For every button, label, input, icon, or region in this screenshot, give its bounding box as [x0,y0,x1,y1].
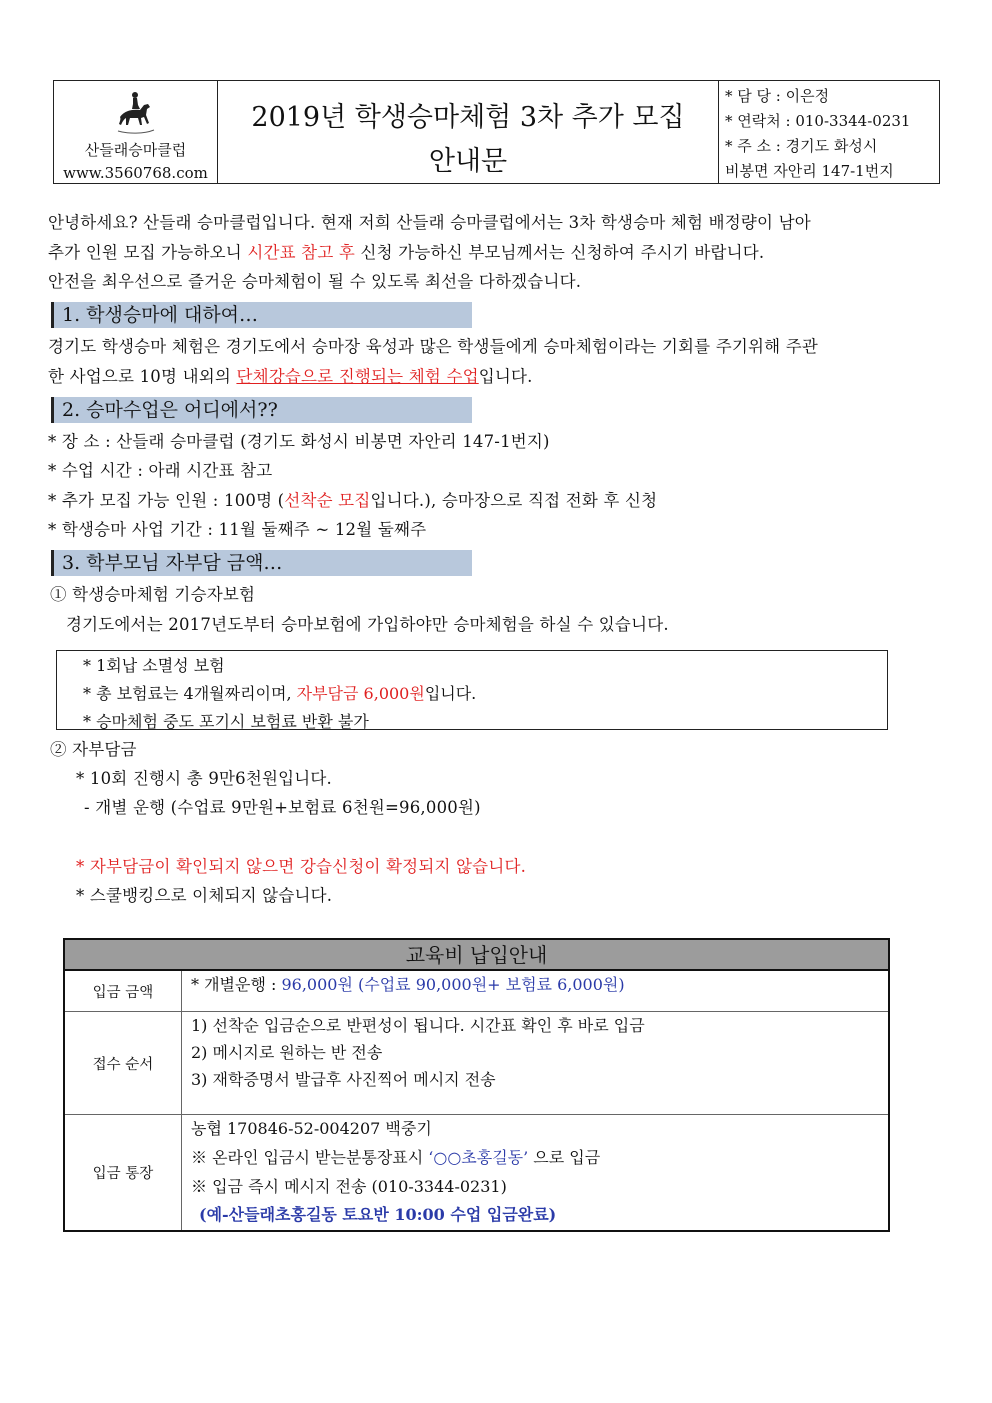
depositor-example: ‘○○초홍길동’ [428,1148,529,1167]
intro-line-3: 안전을 최우선으로 즐거운 승마체험이 될 수 있도록 최선을 다하겠습니다. [48,272,582,291]
intro-line-2 [48,239,764,263]
copay-subheading: ② 자부담금 [50,740,137,759]
row-label: 입금 통장 [65,1115,182,1230]
intro-highlight: 시간표 참고 후 [247,243,356,262]
intro-text: 신청 가능하신 부모님께서는 신청하여 주시기 바랍니다. [355,243,765,262]
payment-row-amount [65,971,888,1012]
section-1-highlight: 단체강습으로 진행되는 체험 수업 [236,367,479,386]
section-3-heading: 3. 학부모님 자부담 금액… [51,550,472,576]
insurance-highlight: 자부담금 6,000원 [296,684,425,703]
header-table [53,80,940,184]
row-content [182,971,888,1011]
insurance-subheading: ① 학생승마체험 기승자보험 [50,585,256,604]
section-1-line-2 [48,363,533,387]
document-subtitle: 안내문 [428,146,508,177]
copay-line-2: - 개별 운행 (수업료 9만원+보험료 6천원=96,000원) [84,798,481,817]
procedure-step-1: 1) 선착순 입금순으로 반편성이 됩니다. 시간표 확인 후 바로 입금 [191,1016,645,1035]
intro-text: 추가 인원 모집 가능하오니 [48,243,248,262]
message-note: ※ 입금 즉시 메시지 전송 (010-3344-0231) [191,1177,507,1196]
capacity-text: * 추가 모집 가능 인원 : 100명 ( [48,491,285,510]
copay-line-1: * 10회 진행시 총 9만6천원입니다. [76,769,332,788]
capacity-item [48,487,657,511]
insurance-info-box [56,650,888,730]
club-name: 산들래승마클럽 [84,141,187,159]
section-1-text: 한 사업으로 10명 내외의 [48,367,237,386]
address-line-1: * 주 소 : 경기도 화성시 [725,137,878,155]
section-1-text: 입니다. [478,367,533,386]
depositor-text: ※ 온라인 입금시 받는분통장표시 [191,1148,429,1167]
contact-info-cell [719,81,939,183]
copay-warning: * 자부담금이 확인되지 않으면 강습신청이 확정되지 않습니다. [76,857,527,876]
depositor-note [191,1145,600,1168]
insurance-text: 입니다. [424,684,477,703]
insurance-description: 경기도에서는 2017년도부터 승마보험에 가입하야만 승마체험을 하실 수 있습니다. [66,615,669,634]
section-1-heading: 1. 학생승마에 대하여… [51,302,472,328]
row-content [182,1115,888,1230]
insurance-line-2 [83,681,476,704]
manager-line: * 담 당 : 이은정 [725,87,830,105]
procedure-step-3: 3) 재학증명서 발급후 사진찍어 메시지 전송 [191,1070,496,1089]
period-item: * 학생승마 사업 기간 : 11월 둘째주 ~ 12월 둘째주 [48,520,427,539]
depositor-text: 으로 입금 [528,1148,601,1167]
payment-row-account [65,1115,888,1230]
logo-cell [54,81,218,183]
row-label: 접수 순서 [65,1012,182,1114]
section-1-line-1: 경기도 학생승마 체험은 경기도에서 승마장 육성과 많은 학생들에게 승마체험이라는 기회를 주기위해 주관 [48,337,819,356]
capacity-highlight: 선착순 모집 [284,491,371,510]
class-time-item: * 수업 시간 : 아래 시간표 참고 [48,461,273,480]
payment-row-procedure [65,1012,888,1115]
document-title: 2019년 학생승마체험 3차 추가 모집 [251,102,685,133]
title-cell [218,81,719,183]
row-label: 입금 금액 [65,971,182,1011]
procedure-step-2: 2) 메시지로 원하는 반 전송 [191,1043,383,1062]
insurance-line-3: * 승마체험 중도 포기시 보험료 반환 불가 [83,712,369,731]
phone-line: * 연락처 : 010-3344-0231 [725,112,911,130]
message-example: (예-산들래초홍길동 토요반 10:00 수업 입금완료) [199,1205,557,1224]
capacity-text: 입니다.), 승마장으로 직접 전화 후 신청 [370,491,658,510]
horse-rider-logo-icon [114,87,158,135]
amount-value: 96,000원 (수업료 90,000원+ 보험료 6,000원) [281,975,625,994]
location-item: * 장 소 : 산들래 승마클럽 (경기도 화성시 비봉면 자안리 147-1번지) [48,432,550,451]
schoolbanking-note: * 스쿨뱅킹으로 이체되지 않습니다. [76,886,333,905]
bank-account: 농협 170846-52-004207 백중기 [191,1119,432,1138]
payment-table [63,938,890,1232]
payment-table-title: 교육비 납입안내 [65,940,888,971]
address-line-2: 비봉면 자안리 147-1번지 [725,162,894,180]
amount-line [191,972,625,995]
section-2-heading: 2. 승마수업은 어디에서?? [51,397,472,423]
club-url[interactable]: www.3560768.com [63,164,208,182]
insurance-line-1: * 1회납 소멸성 보험 [83,656,225,675]
insurance-text: * 총 보험료는 4개월짜리이며, [83,684,297,703]
intro-line-1: 안녕하세요? 산들래 승마클럽입니다. 현재 저희 산들래 승마클럽에서는 3차 학생승마 체험 배정량이 남아 [48,213,811,232]
row-content [182,1012,888,1114]
amount-text: * 개별운행 : [191,975,282,994]
